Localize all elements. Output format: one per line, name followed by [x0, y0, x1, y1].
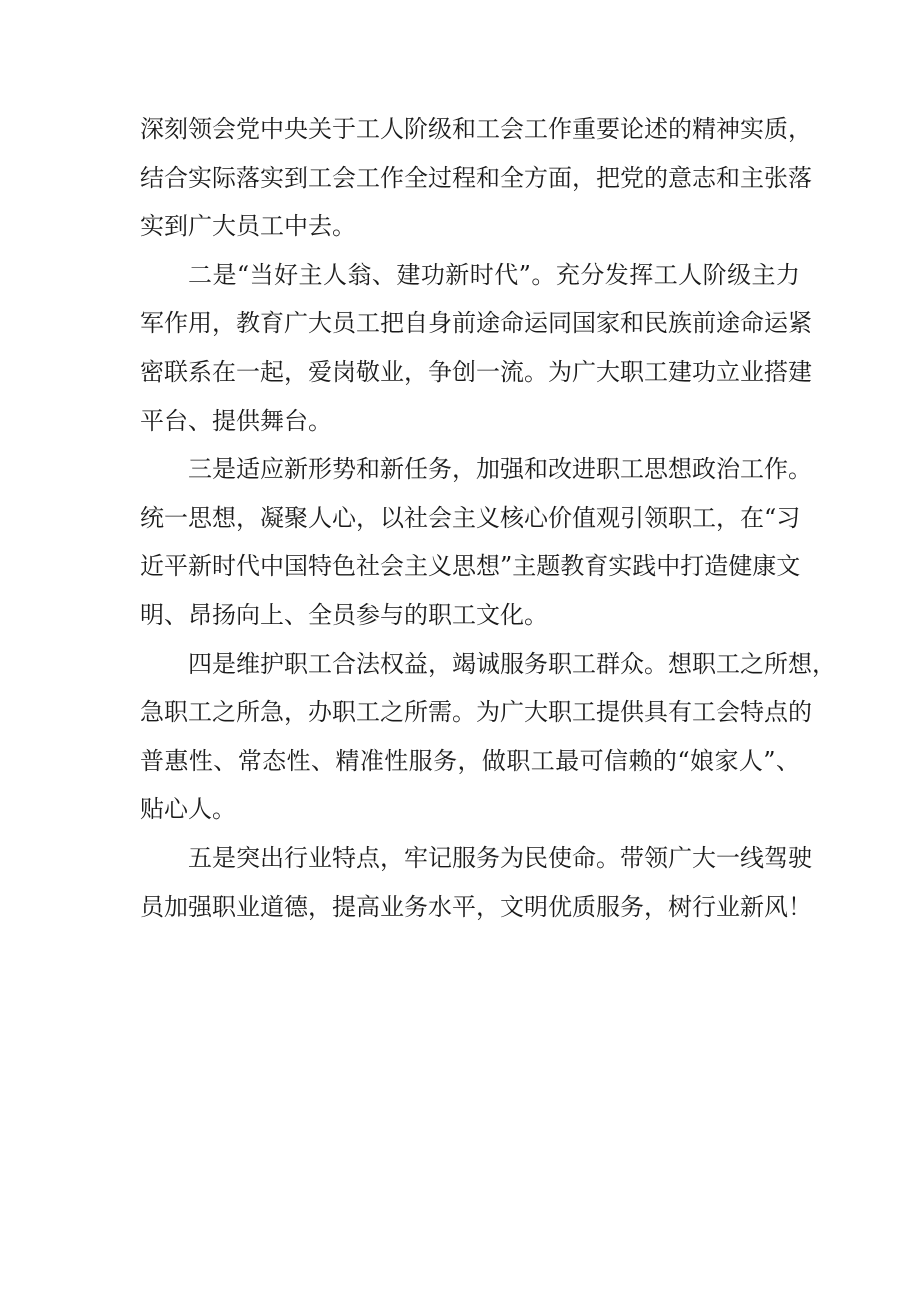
- text-line: 明、昂扬向上、全员参与的职工文化。: [140, 600, 548, 629]
- paragraph-point-three: [140, 445, 812, 639]
- paragraph-continuation: [140, 105, 812, 251]
- paragraph-point-two: [140, 251, 812, 445]
- text-line: 军作用，教育广大员工把自身前途命运同国家和民族前途命运紧: [140, 309, 812, 338]
- text-line: 五是突出行业特点，牢记服务为民使命。带领广大一线驾驶: [188, 843, 812, 872]
- text-line: 急职工之所急，办职工之所需。为广大职工提供具有工会特点的: [140, 698, 812, 727]
- paragraph-point-five: [140, 834, 812, 931]
- text-line: 四是维护职工合法权益，竭诚服务职工群众。想职工之所想，: [188, 649, 836, 678]
- text-line: 员加强职业道德，提高业务水平，文明优质服务，树行业新风！: [140, 892, 812, 921]
- text-line: 近平新时代中国特色社会主义思想”主题教育实践中打造健康文: [140, 552, 801, 581]
- text-line: 平台、提供舞台。: [140, 406, 332, 435]
- text-line: 统一思想，凝聚人心，以社会主义核心价值观引领职工，在“习: [140, 503, 801, 532]
- text-line: 三是适应新形势和新任务，加强和改进职工思想政治工作。: [188, 455, 812, 484]
- text-line: 贴心人。: [140, 795, 236, 824]
- text-line: 普惠性、常态性、精准性服务，做职工最可信赖的“娘家人”、: [140, 746, 800, 775]
- text-line: 实到广大员工中去。: [140, 212, 356, 241]
- text-line: 二是“当好主人翁、建功新时代”。充分发挥工人阶级主力: [188, 260, 800, 289]
- paragraph-point-four: [140, 640, 836, 834]
- text-line: 结合实际落实到工会工作全过程和全方面，把党的意志和主张落: [140, 163, 812, 192]
- document-body: [140, 105, 836, 931]
- text-line: 密联系在一起，爱岗敬业，争创一流。为广大职工建功立业搭建: [140, 357, 812, 386]
- text-line: 深刻领会党中央关于工人阶级和工会工作重要论述的精神实质，: [140, 115, 812, 143]
